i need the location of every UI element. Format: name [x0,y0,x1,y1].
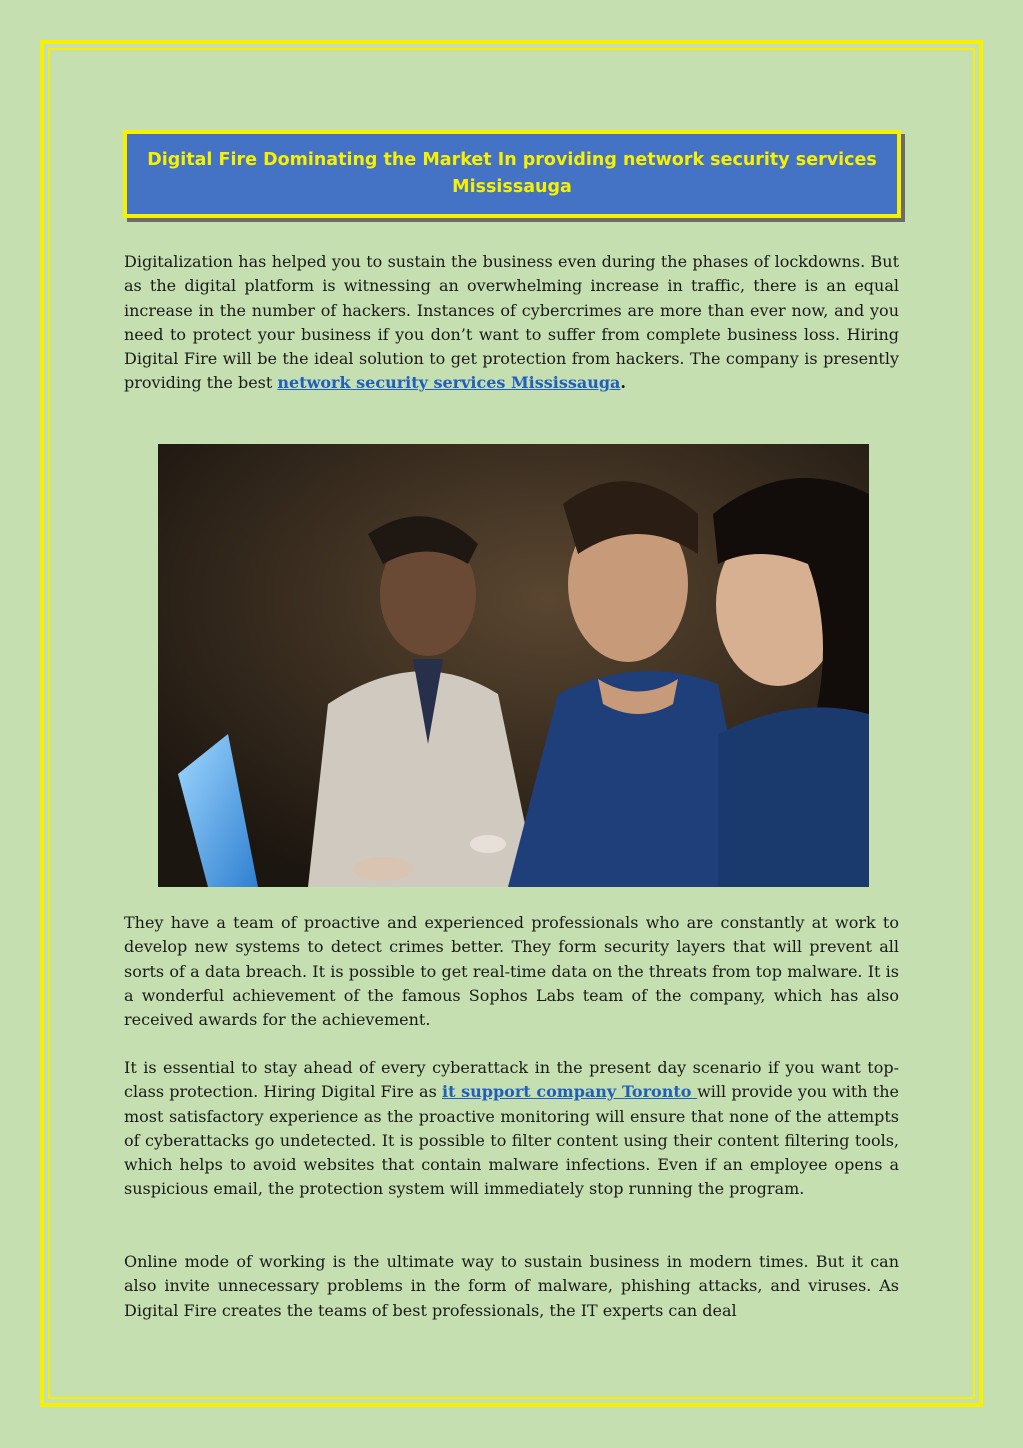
team-photo [158,444,869,887]
page-title: Digital Fire Dominating the Market In providing network security services Mississauga [147,150,877,197]
support-text-before: It is essential to stay ahead of every cyberattack in the present day scenario if you want top-class protection. Hiring Digital Fire as [124,1058,899,1102]
network-security-link[interactable]: network security services Mississauga [277,373,621,393]
title-banner [123,130,901,218]
team-photo-illustration [158,444,869,887]
support-paragraph [124,1056,899,1202]
intro-text: Digitalization has helped you to sustain the business even during the phases of lockdowns. But as the digital platform is witnessing an overwhelming increase in traffic, there is an equal increase in the number of hackers. Instances of cybercrimes are more than ever now, and you need to protect your business if you don’t want to suffer from complete business loss. Hiring Digital Fire will be the ideal solution to get protection from hackers. The company is presently providing the best [124,252,899,393]
online-paragraph: Online mode of working is the ultimate way to sustain business in modern times. But it can also invite unnecessary problems in the form of malware, phishing attacks, and viruses. As Digital Fire creates the teams of best professionals, the IT experts can deal [124,1252,899,1320]
support-text-after: will provide you with the most satisfactory experience as the proactive monitoring will ensure that none of the attempts of cyberattacks go undetected. It is possible to filter content using their content filtering tools, which helps to avoid websites that contain malware infections. Even if an employee opens a suspicious email, the protection system will immediately stop running the program. [124,1082,900,1199]
team-paragraph: They have a team of proactive and experienced professionals who are constantly at work to develop new systems to detect crimes better. They form security layers that will prevent all sorts of a data breach. It is possible to get real-time data on the threats from top malware. It is a wonderful achievement of the famous Sophos Labs team of the company, which has also received awards for the achievement. [124,913,899,1030]
intro-paragraph [124,250,899,396]
it-support-link[interactable]: it support company Toronto [442,1082,698,1102]
intro-end: . [620,373,626,393]
